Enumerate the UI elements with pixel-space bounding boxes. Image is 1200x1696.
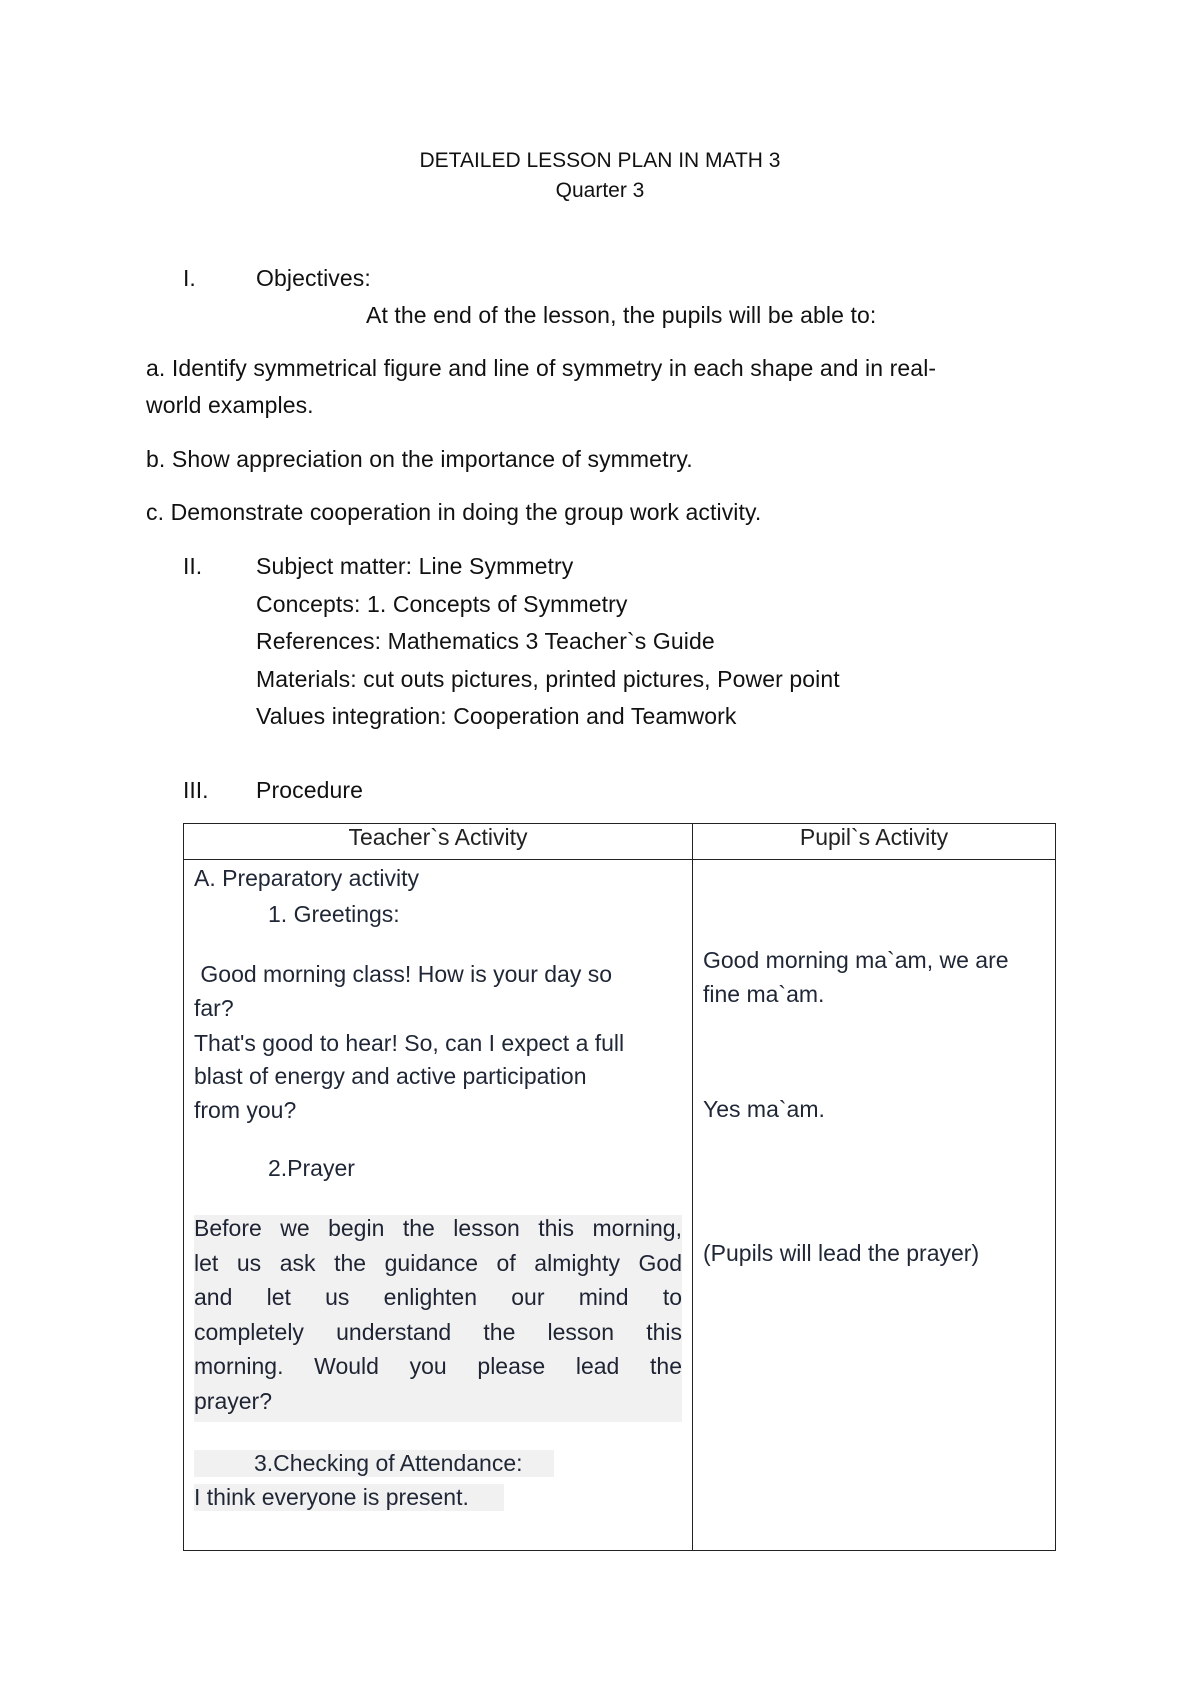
prayer-line: completely understand the lesson this — [194, 1318, 682, 1345]
procedure-table-header-row — [184, 824, 1056, 860]
procedure-table — [183, 823, 1056, 1551]
section-number-subject: II. — [183, 553, 203, 579]
objective-b: b. Show appreciation on the importance of symmetry. — [146, 446, 693, 472]
document-subtitle: Quarter 3 — [555, 179, 645, 202]
section-number-procedure: III. — [183, 777, 209, 803]
prayer-line: let us ask the guidance of almighty God — [194, 1249, 682, 1276]
objective-a-line1: a. Identify symmetrical figure and line of symmetry in each shape and in real- — [146, 355, 937, 381]
pupil-reply-greeting-line1: Good morning ma`am, we are — [703, 947, 1009, 973]
teacher-activity-cell — [184, 860, 693, 1551]
concepts-line: Concepts: 1. Concepts of Symmetry — [256, 591, 628, 617]
objective-c: c. Demonstrate cooperation in doing the group work activity. — [146, 499, 762, 525]
attendance-text: I think everyone is present. — [194, 1484, 504, 1511]
greeting-text-line4: blast of energy and active participation — [194, 1063, 587, 1089]
objectives-heading: Objectives: — [256, 265, 371, 291]
prayer-line: morning. Would you please lead the — [194, 1353, 682, 1379]
pupil-activity-header: Pupil`s Activity — [693, 824, 1056, 860]
subject-matter-line: Subject matter: Line Symmetry — [256, 553, 574, 579]
prayer-label: 2.Prayer — [268, 1155, 355, 1181]
objective-a-line2: world examples. — [146, 392, 314, 418]
pupil-reply-prayer: (Pupils will lead the prayer) — [703, 1240, 980, 1266]
attendance-label: 3.Checking of Attendance: — [194, 1450, 554, 1477]
references-line: References: Mathematics 3 Teacher`s Guide — [256, 628, 715, 654]
document-title: DETAILED LESSON PLAN IN MATH 3 — [419, 149, 781, 172]
greeting-text-line2: far? — [194, 995, 234, 1021]
pupil-reply-yes: Yes ma`am. — [703, 1096, 825, 1122]
prayer-line: prayer? — [194, 1387, 272, 1414]
greeting-text-line1: Good morning class! How is your day so — [194, 961, 613, 987]
preparatory-activity-label: A. Preparatory activity — [194, 865, 419, 891]
pupil-reply-greeting-line2: fine ma`am. — [703, 981, 825, 1007]
materials-line: Materials: cut outs pictures, printed pictures, Power point — [256, 666, 840, 692]
greeting-text-line5: from you? — [194, 1097, 297, 1123]
pupil-activity-cell — [693, 860, 1056, 1551]
objectives-intro: At the end of the lesson, the pupils will be able to: — [366, 302, 877, 328]
procedure-table-row — [184, 860, 1056, 1551]
prayer-paragraph — [194, 1215, 682, 1422]
prayer-line: Before we begin the lesson this morning, — [194, 1215, 682, 1241]
procedure-heading: Procedure — [256, 777, 364, 803]
section-number-objectives: I. — [183, 265, 196, 291]
prayer-line: and let us enlighten our mind to — [194, 1284, 682, 1310]
greeting-text-line3: That's good to hear! So, can I expect a full — [194, 1030, 625, 1056]
values-integration-line: Values integration: Cooperation and Teamwork — [256, 703, 737, 729]
teacher-activity-header: Teacher`s Activity — [184, 824, 693, 860]
greetings-label: 1. Greetings: — [268, 901, 400, 927]
